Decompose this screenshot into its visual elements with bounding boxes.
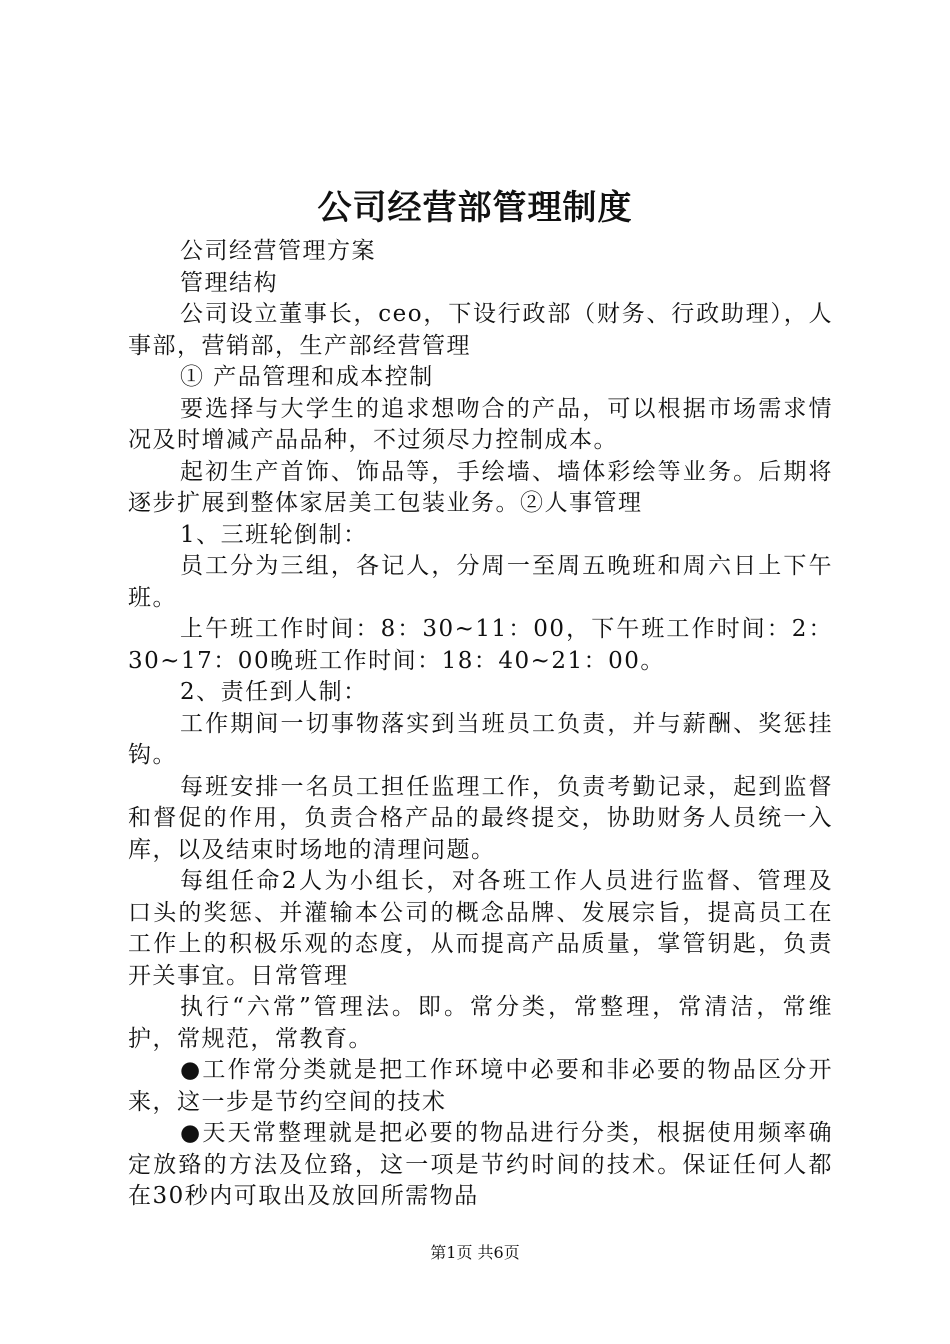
document-body: [128, 236, 833, 1213]
paragraph: 工作期间一切事物落实到当班员工负责，并与薪酬、奖惩挂钩。: [128, 710, 833, 768]
paragraph: 每组任命2人为小组长，对各班工作人员进行监督、管理及口头的奖惩、并灌输本公司的概念品牌、发展宗旨，提高员工在工作上的积极乐观的态度，从而提高产品质量，掌管钥匙，负责开关事宜。日常管理: [128, 868, 833, 989]
paragraph: 起初生产首饰、饰品等，手绘墙、墙体彩绘等业务。后期将逐步扩展到整体家居美工包装业务。②人事管理: [128, 458, 833, 516]
paragraph: 1、三班轮倒制：: [180, 521, 368, 548]
paragraph: ●工作常分类就是把工作环境中必要和非必要的物品区分开来，这一步是节约空间的技术: [128, 1057, 833, 1115]
paragraph: ① 产品管理和成本控制: [180, 364, 434, 390]
paragraph: 上午班工作时间：8：30~11：00，下午班工作时间：2：30~17：00晚班工作时间：18：40~21：00。: [128, 616, 833, 674]
paragraph: ●天天常整理就是把必要的物品进行分类，根据使用频率确定放臵的方法及位臵，这一项是节约时间的技术。保证任何人都在30秒内可取出及放回所需物品: [128, 1120, 833, 1209]
page-number-footer: 第1页 共6页: [430, 1243, 520, 1262]
paragraph: 每班安排一名员工担任监理工作，负责考勤记录，起到监督和督促的作用，负责合格产品的最终提交，协助财务人员统一入库，以及结束时场地的清理问题。: [128, 773, 833, 863]
paragraph: 2、责任到人制：: [180, 679, 368, 705]
paragraph: 要选择与大学生的追求想吻合的产品，可以根据市场需求情况及时增减产品品种，不过须尽力控制成本。: [128, 395, 833, 453]
document-title: 公司经营部管理制度: [317, 188, 633, 228]
paragraph: 执行“六常”管理法。即。常分类，常整理，常清洁，常维护，常规范，常教育。: [128, 994, 833, 1052]
paragraph: 公司设立董事长，ceo，下设行政部（财务、行政助理），人事部，营销部，生产部经营管理: [128, 301, 833, 359]
paragraph: 管理结构: [180, 269, 278, 296]
paragraph: 公司经营管理方案: [180, 238, 376, 264]
paragraph: 员工分为三组，各记人，分周一至周五晚班和周六日上下午班。: [128, 553, 833, 611]
